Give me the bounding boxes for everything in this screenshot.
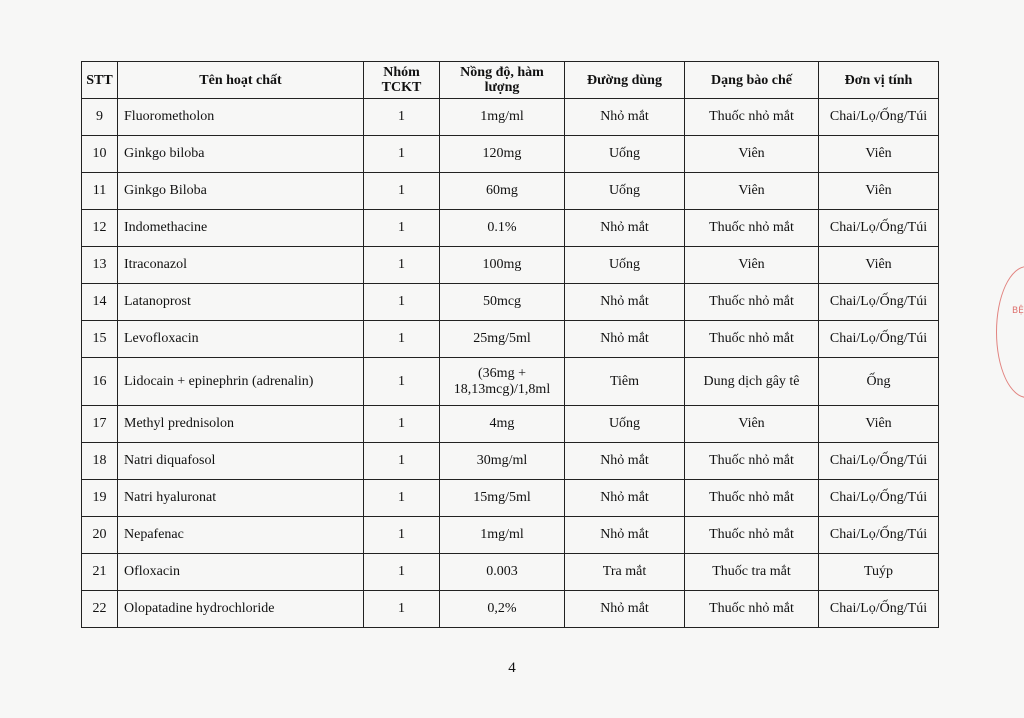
table-row [82, 517, 939, 554]
table-row [82, 554, 939, 591]
cell-route: Nhỏ mắt [565, 321, 685, 358]
cell-strength: 25mg/5ml [440, 321, 565, 358]
drug-list-table [81, 61, 939, 628]
cell-route: Tra mắt [565, 554, 685, 591]
cell-unit: Chai/Lọ/Ống/Túi [819, 210, 939, 247]
header-active-ingredient: Tên hoạt chất [118, 62, 364, 99]
cell-dosage-form: Thuốc nhỏ mắt [685, 210, 819, 247]
cell-group: 1 [364, 358, 440, 406]
cell-group: 1 [364, 210, 440, 247]
cell-route: Uống [565, 406, 685, 443]
cell-strength: 4mg [440, 406, 565, 443]
cell-stt: 16 [82, 358, 118, 406]
cell-route: Uống [565, 136, 685, 173]
cell-dosage-form: Thuốc nhỏ mắt [685, 591, 819, 628]
cell-strength: 0.003 [440, 554, 565, 591]
cell-group: 1 [364, 321, 440, 358]
cell-active-ingredient: Ginkgo biloba [118, 136, 364, 173]
cell-stt: 9 [82, 99, 118, 136]
cell-group: 1 [364, 284, 440, 321]
table-row [82, 591, 939, 628]
cell-route: Nhỏ mắt [565, 480, 685, 517]
cell-active-ingredient: Natri diquafosol [118, 443, 364, 480]
cell-unit: Chai/Lọ/Ống/Túi [819, 517, 939, 554]
cell-stt: 12 [82, 210, 118, 247]
cell-dosage-form: Thuốc nhỏ mắt [685, 99, 819, 136]
cell-unit: Viên [819, 136, 939, 173]
cell-group: 1 [364, 136, 440, 173]
cell-dosage-form: Thuốc tra mắt [685, 554, 819, 591]
cell-route: Uống [565, 173, 685, 210]
cell-active-ingredient: Olopatadine hydrochloride [118, 591, 364, 628]
cell-group: 1 [364, 554, 440, 591]
cell-strength: 0.1% [440, 210, 565, 247]
cell-active-ingredient: Ginkgo Biloba [118, 173, 364, 210]
cell-stt: 22 [82, 591, 118, 628]
cell-route: Nhỏ mắt [565, 284, 685, 321]
cell-strength: 15mg/5ml [440, 480, 565, 517]
cell-unit: Chai/Lọ/Ống/Túi [819, 591, 939, 628]
table-body [82, 99, 939, 628]
table-row [82, 321, 939, 358]
cell-strength: 60mg [440, 173, 565, 210]
cell-route: Uống [565, 247, 685, 284]
red-seal-stamp [996, 266, 1024, 398]
cell-strength: 30mg/ml [440, 443, 565, 480]
cell-route: Nhỏ mắt [565, 99, 685, 136]
header-group: Nhóm TCKT [364, 62, 440, 99]
table-row [82, 210, 939, 247]
cell-unit: Chai/Lọ/Ống/Túi [819, 443, 939, 480]
cell-route: Nhỏ mắt [565, 517, 685, 554]
cell-route: Nhỏ mắt [565, 591, 685, 628]
cell-strength: 1mg/ml [440, 517, 565, 554]
cell-active-ingredient: Methyl prednisolon [118, 406, 364, 443]
cell-group: 1 [364, 173, 440, 210]
cell-unit: Viên [819, 247, 939, 284]
cell-strength: 0,2% [440, 591, 565, 628]
cell-active-ingredient: Itraconazol [118, 247, 364, 284]
cell-dosage-form: Viên [685, 406, 819, 443]
cell-dosage-form: Dung dịch gây tê [685, 358, 819, 406]
cell-stt: 11 [82, 173, 118, 210]
cell-dosage-form: Thuốc nhỏ mắt [685, 443, 819, 480]
cell-unit: Viên [819, 406, 939, 443]
cell-group: 1 [364, 517, 440, 554]
cell-route: Nhỏ mắt [565, 443, 685, 480]
header-stt: STT [82, 62, 118, 99]
cell-route: Nhỏ mắt [565, 210, 685, 247]
cell-unit: Chai/Lọ/Ống/Túi [819, 99, 939, 136]
cell-dosage-form: Thuốc nhỏ mắt [685, 480, 819, 517]
cell-dosage-form: Thuốc nhỏ mắt [685, 321, 819, 358]
header-unit: Đơn vị tính [819, 62, 939, 99]
cell-strength: 50mcg [440, 284, 565, 321]
table-row [82, 247, 939, 284]
cell-active-ingredient: Fluorometholon [118, 99, 364, 136]
cell-stt: 14 [82, 284, 118, 321]
cell-stt: 10 [82, 136, 118, 173]
stamp-text: BỆ [1012, 306, 1024, 316]
cell-route: Tiêm [565, 358, 685, 406]
cell-active-ingredient: Levofloxacin [118, 321, 364, 358]
table-row [82, 443, 939, 480]
cell-strength: 1mg/ml [440, 99, 565, 136]
cell-stt: 18 [82, 443, 118, 480]
cell-stt: 15 [82, 321, 118, 358]
cell-stt: 19 [82, 480, 118, 517]
cell-dosage-form: Thuốc nhỏ mắt [685, 517, 819, 554]
table-row [82, 173, 939, 210]
cell-unit: Chai/Lọ/Ống/Túi [819, 480, 939, 517]
table-header-row [82, 62, 939, 99]
cell-active-ingredient: Ofloxacin [118, 554, 364, 591]
cell-strength: 120mg [440, 136, 565, 173]
cell-stt: 13 [82, 247, 118, 284]
cell-strength: (36mg + 18,13mcg)/1,8ml [440, 358, 565, 406]
cell-unit: Chai/Lọ/Ống/Túi [819, 284, 939, 321]
table-row [82, 406, 939, 443]
cell-group: 1 [364, 591, 440, 628]
cell-stt: 20 [82, 517, 118, 554]
table-row [82, 358, 939, 406]
cell-unit: Tuýp [819, 554, 939, 591]
table-row [82, 480, 939, 517]
cell-dosage-form: Viên [685, 136, 819, 173]
cell-group: 1 [364, 443, 440, 480]
cell-group: 1 [364, 99, 440, 136]
table-row [82, 99, 939, 136]
cell-dosage-form: Viên [685, 247, 819, 284]
header-route: Đường dùng [565, 62, 685, 99]
cell-group: 1 [364, 406, 440, 443]
cell-unit: Ống [819, 358, 939, 406]
header-dosage-form: Dạng bào chế [685, 62, 819, 99]
cell-dosage-form: Thuốc nhỏ mắt [685, 284, 819, 321]
table-row [82, 284, 939, 321]
cell-dosage-form: Viên [685, 173, 819, 210]
page-number: 4 [508, 660, 516, 676]
cell-active-ingredient: Natri hyaluronat [118, 480, 364, 517]
table-row [82, 136, 939, 173]
cell-stt: 17 [82, 406, 118, 443]
cell-active-ingredient: Lidocain + epinephrin (adrenalin) [118, 358, 364, 406]
cell-unit: Chai/Lọ/Ống/Túi [819, 321, 939, 358]
cell-strength: 100mg [440, 247, 565, 284]
cell-active-ingredient: Nepafenac [118, 517, 364, 554]
header-strength: Nồng độ, hàm lượng [440, 62, 565, 99]
cell-group: 1 [364, 247, 440, 284]
cell-unit: Viên [819, 173, 939, 210]
cell-stt: 21 [82, 554, 118, 591]
cell-active-ingredient: Indomethacine [118, 210, 364, 247]
cell-group: 1 [364, 480, 440, 517]
cell-active-ingredient: Latanoprost [118, 284, 364, 321]
